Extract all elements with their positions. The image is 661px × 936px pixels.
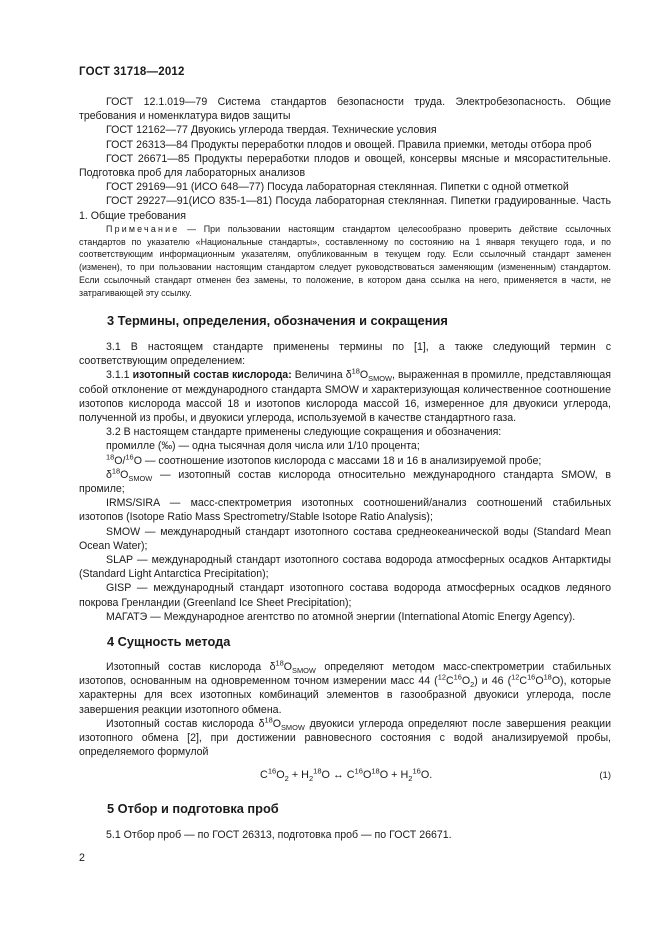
section-3-body: [79, 340, 611, 624]
section-5-title: 5 Отбор и подготовка проб: [107, 801, 279, 816]
normative-references: [79, 95, 611, 223]
note-block: [79, 223, 611, 299]
section-3-title: 3 Термины, определения, обозначения и сокращения: [107, 313, 448, 328]
reference-item: ГОСТ 26313—84 Продукты переработки плодов и овощей. Правила приемки, методы отбора проб: [106, 138, 592, 151]
paragraph-4-2: Изотопный состав кислорода $\delta^{18}O_{SMOW}$ двуокиси углерода определяют после завершения реакции изотопного обмена [2], при достижении равновесного состояния с водой анализируемой пробы, определяемого формулой: [79, 715, 611, 759]
note-label: Примечание: [106, 224, 180, 234]
reference-item: ГОСТ 26671—85 Продукты переработки плодов и овощей, консервы мясные и мясорастительные. Подготовка проб для лабораторных анализов: [79, 152, 611, 180]
formula-1: $C^{16}O_2 + H_2^{18}O$ ↔ $C^{16}O^{18}O + H_2^{16}O$.: [260, 766, 433, 784]
term-label: изотопный состав кислорода:: [132, 369, 292, 382]
reference-item: ГОСТ 29227—91(ИСО 835-1—81) Посуда лабораторная стеклянная. Пипетки градуированные. Часть 1. Общие требования: [79, 195, 611, 222]
paragraph-3-1-1: 3.1.1 изотопный состав кислорода: Величина $\delta^{18}O_{SMOW}$, выраженная в промилле, представляющая собой отклонение от международного стандарта SMOW и характеризующая количественное соотношение изотопов кислорода массой 18 и изотопов кислорода массой 16, измеренное для двуокиси углерода, полученной из пробы, и двуокиси углерода, используемой в качестве стандартного газа.: [79, 366, 611, 425]
abbrev-magate: МАГАТЭ — Международное агентство по атомной энергии (International Atomic Energy Agency).: [106, 610, 576, 623]
paragraph-4-1: Изотопный состав кислорода $\delta^{18}O_{SMOW}$ определяют методом масс-спектрометрии стабильных изотопов, основанным на одновременном точном измерении масс 44 $(^{12}C^{16}O_2)$ и 46 $(^{12}C^{16}O^{18}O)$, которые характерны для всех изотопных комбинаций элементов в газообразной двуокиси углерода, после завершения реакции изотопного обмена.: [79, 658, 612, 716]
abbrev-slap: SLAP — международный стандарт изотопного состава водорода атмосферных осадков Антарктиды (Standard Light Antarctica Precipitation);: [79, 554, 611, 581]
abbrev-gisp: GISP — международный стандарт изотопного состава водорода атмосферных осадков ледяного покрова Гренландии (Greenland Ice Sheet Precipitation);: [79, 582, 611, 609]
abbrev-promille: промилле (‰) — одна тысячная доля числа или 1/10 процента;: [106, 440, 420, 453]
paragraph-5-1: 5.1 Отбор проб — по ГОСТ 26313, подготовка проб — по ГОСТ 26671.: [106, 829, 452, 841]
section-4-title: 4 Сущность метода: [107, 634, 231, 649]
section-5-body: [79, 828, 611, 842]
paragraph-3-1: 3.1 В настоящем стандарте применены термины по [1], а также следующий термин с соответствующим определением:: [79, 341, 611, 368]
reference-item: ГОСТ 12.1.019—79 Система стандартов безопасности труда. Электробезопасность. Общие требования и номенклатура видов защиты: [79, 96, 611, 123]
abbrev-ratio: $^{18}$O/$^{16}$O — соотношение изотопов кислорода с массами 18 и 16 в анализируемой пробе;: [106, 452, 542, 467]
paragraph-3-2: 3.2 В настоящем стандарте применены следующие сокращения и обозначения:: [106, 426, 502, 439]
document-header: ГОСТ 31718—2012: [79, 66, 185, 78]
abbrev-delta: $\delta^{18}O_{SMOW}$ — изотопный состав кислорода относительно международного стандарта SMOW, в промиле;: [79, 466, 611, 496]
formula-number: (1): [599, 770, 611, 781]
abbrev-irms: IRMS/SIRA — масс-спектрометрия изотопных соотношений/анализ соотношений стабильных изотопов (Isotope Ratio Mass Spectrometry/Stable Isotope Ratio Analysis);: [79, 497, 611, 524]
reference-item: ГОСТ 29169—91 (ИСО 648—77) Посуда лабораторная стеклянная. Пипетки с одной отметкой: [106, 181, 569, 194]
reference-item: ГОСТ 12162—77 Двуокись углерода твердая. Технические условия: [106, 124, 437, 137]
abbrev-smow: SMOW — международный стандарт изотопного состава среднеокеанической воды (Standard Mean Ocean Water);: [79, 525, 611, 552]
section-4-body: [79, 660, 611, 759]
note-text: — При пользовании настоящим стандартом целесообразно проверить действие ссылочных стандартов по указателю «Национальные стандарты», составленному по состоянию на 1 января текущего года, и по соответствующим информационным указателям, опубликованным в текущем году. Если ссылочный стандарт заменен (изменен), то при пользовании настоящим стандартом следует руководствоваться заменяющим (измененным) стандартом. Если ссылочный стандарт отменен без замены, то положение, в котором дана ссылка на него, применяется в части, не затрагивающей эту ссылку.: [79, 224, 611, 298]
page-number: 2: [79, 852, 85, 864]
